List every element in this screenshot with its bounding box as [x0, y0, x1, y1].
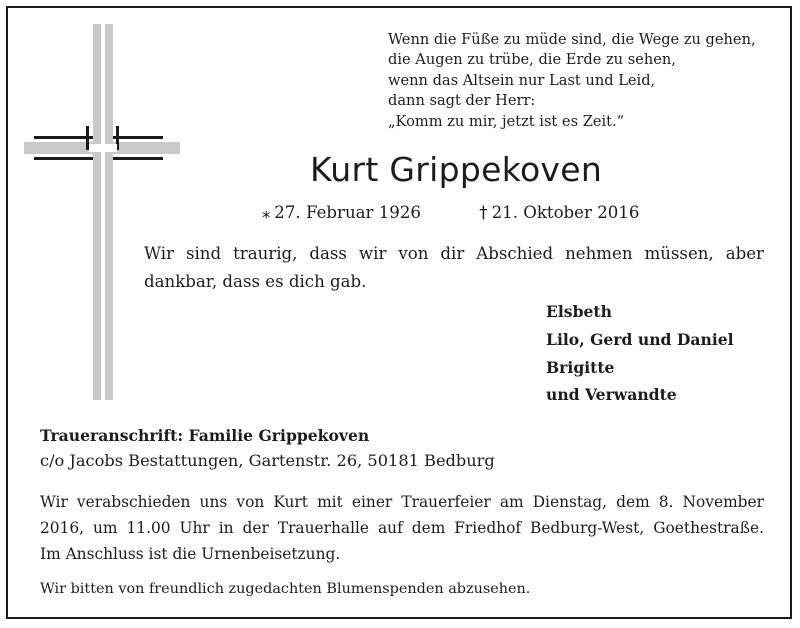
poem: [388, 30, 768, 132]
death-date: 21. Oktober 2016: [491, 203, 640, 222]
ceremony-info: [40, 489, 764, 567]
poem-line: wenn das Altsein nur Last und Leid,: [388, 71, 656, 89]
cross-line-top-right: [113, 136, 163, 139]
message-line: Wir sind traurig, dass wir von dir Abschied nehmen müssen, aber: [144, 244, 764, 263]
mourners-list: [546, 298, 776, 409]
cross-vertical-bar: [93, 24, 101, 400]
farewell-message: [144, 240, 764, 296]
birth-date: 27. Februar 1926: [274, 203, 421, 222]
poem-line: Wenn die Füße zu müde sind, die Wege zu gehen,: [388, 31, 756, 48]
death-date-group: [479, 200, 639, 226]
address-line: c/o Jacobs Bestattungen, Gartenstr. 26, 50181 Bedburg: [40, 451, 495, 470]
flowers-note: Wir bitten von freundlich zugedachten Blumenspenden abzusehen.: [40, 581, 531, 597]
poem-line: „Komm zu mir, jetzt ist es Zeit.“: [388, 112, 625, 130]
poem-line: die Augen zu trübe, die Erde zu sehen,: [388, 51, 676, 69]
mourner-name: Elsbeth: [546, 302, 612, 321]
deceased-name: Kurt Grippekoven: [310, 150, 603, 189]
address-heading: Traueranschrift: Familie Grippekoven: [40, 426, 370, 445]
message-line: dankbar, dass es dich gab.: [144, 272, 367, 291]
cross-vertical-bar-2: [105, 24, 113, 400]
cross-line-bottom-right: [113, 157, 163, 160]
life-dates: [262, 200, 722, 226]
mourner-name: Lilo, Gerd und Daniel: [546, 329, 734, 349]
cross-center: [89, 144, 117, 152]
death-cross-icon: †: [479, 203, 488, 222]
mourner-name: und Verwandte: [546, 385, 677, 405]
birth-star-icon: ⁎: [262, 203, 271, 222]
ceremony-line: 2016, um 11.00 Uhr in der Trauerhalle auf dem Friedhof Bedburg-West, Goethestraße.: [40, 519, 764, 537]
cross-icon: [24, 24, 180, 400]
cross-line-bottom-left: [34, 157, 93, 160]
cross-center-gap: [101, 24, 105, 400]
birth-date-group: [262, 200, 472, 226]
poem-line: dann sagt der Herr:: [388, 92, 536, 110]
ceremony-line: Wir verabschieden uns von Kurt mit einer Trauerfeier am Dienstag, dem 8. November: [40, 493, 764, 511]
mourning-address: [40, 423, 760, 474]
mourner-name: Brigitte: [546, 357, 615, 377]
cross-line-vert-upper-left: [86, 126, 89, 150]
ceremony-line: Im Anschluss ist die Urnenbeisetzung.: [40, 545, 341, 563]
cross-line-top-left: [34, 136, 93, 139]
